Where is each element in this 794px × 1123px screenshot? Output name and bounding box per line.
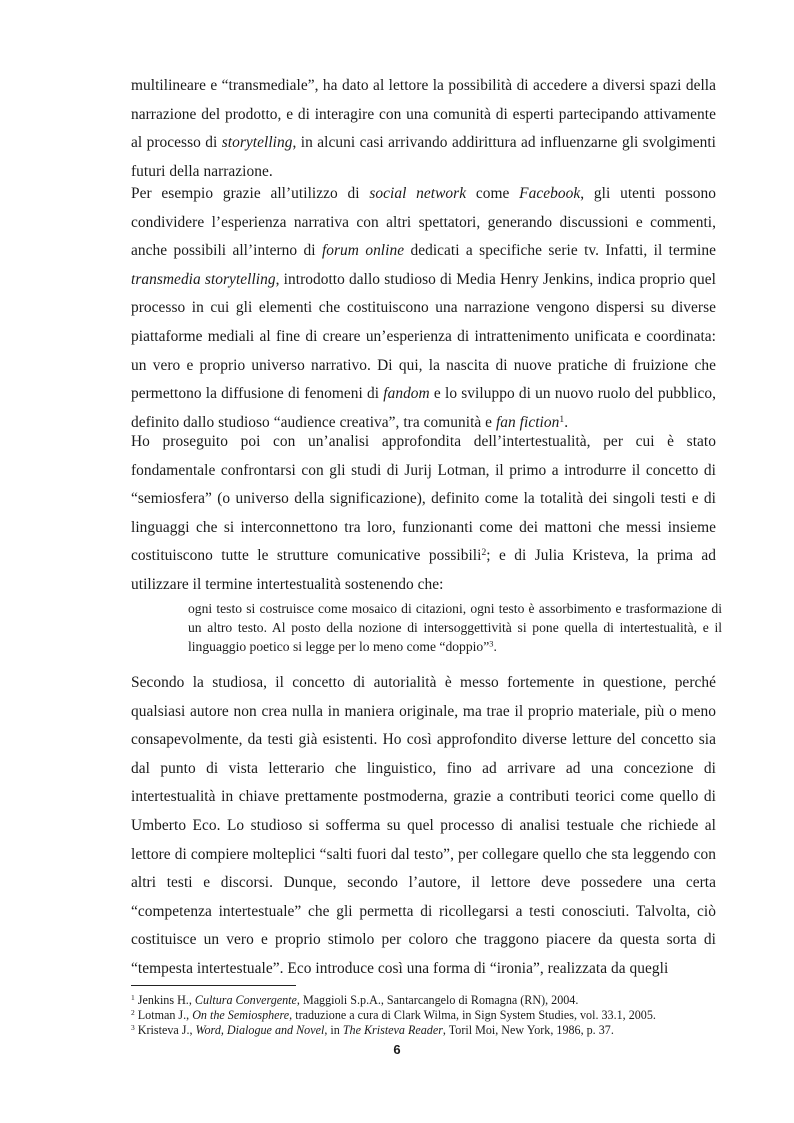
text-run: Lotman J.,: [134, 1008, 193, 1022]
footnote-ref: 1: [131, 992, 135, 1002]
italic-text: The Kristeva Reader: [342, 1023, 443, 1037]
italic-text: fandom: [383, 385, 430, 403]
text-run: Per esempio grazie all’utilizzo di: [131, 185, 370, 202]
footnote-ref: 3: [131, 1022, 135, 1032]
body-paragraph-4: [131, 669, 716, 984]
footnote-3: [131, 1023, 731, 1037]
footnote-2: [131, 1008, 731, 1022]
italic-text: On the Semiosphere: [192, 1008, 290, 1022]
italic-text: social network: [369, 185, 467, 202]
text-run: come: [466, 185, 520, 202]
text-run: Ho proseguito poi con un’analisi approfondita dell’intertestualità, per cui è stato fondamentale confrontarsi con gli studi di Jurij Lotman, il primo a introdurre il concetto di “semiosfera” (o universo della significazione), definito come la totalità dei singoli testi e di linguaggi che si interconnettono tra loro, funzionanti come dei mattoni che messi insieme costituiscono tutte le strutture comunicative possibili: [131, 433, 716, 565]
text-run: .: [564, 413, 569, 431]
italic-text: transmedia storytelling: [131, 270, 276, 288]
text-run: .: [493, 639, 497, 654]
text-run: Secondo la studiosa, il concetto di autorialità è messo fortemente in questione, perché qualsiasi autore non crea nulla in maniera originale, ma trae il proprio materiale, più o meno consapevolmente, da testi già esistenti. Ho così approfondito diverse letture del concetto sia dal punto di vista letterario che linguistico, fino ad arrivare ad una concezione di intertestualità in chiave prettamente postmoderna, grazie a contributi teorici come quello di Umberto Eco. Lo studioso si sofferma su quel processo di analisi testuale che richiede al lettore di compiere molteplici “salti fuori dal testo”, per collegare quello che sta leggendo con altri testi e discorsi. Dunque, secondo l’autore, il lettore deve possedere una certa “competenza intertestuale” che gli permetta di ricollegarsi a testi conosciuti. Talvolta, ciò costituisce un vero e proprio stimolo per coloro che traggono piacere da questa sorta di “tempesta intertestuale”. Eco introduce così una forma di “ironia”, realizzata da quegli: [131, 674, 716, 977]
footnote-1: [131, 993, 731, 1007]
text-run: , in alcuni casi arrivando addirittura ad influenzarne gli svolgimenti futuri della narrazione.: [131, 134, 716, 180]
footnote-ref: 2: [481, 547, 487, 559]
italic-text: Cultura Convergente: [194, 993, 297, 1007]
italic-text: storytelling: [221, 134, 293, 152]
text-run: ; e di Julia Kristeva, la prima ad utilizzare il termine intertestualità sostenendo che:: [131, 547, 716, 593]
footnote-ref: 2: [131, 1007, 135, 1017]
text-run: , gli utenti possono condividere l’esperienza narrativa con altri spettatori, generando discussioni e commenti, anche possibili all’interno di: [131, 185, 716, 260]
body-paragraph-2: [131, 180, 716, 437]
italic-text: fan fiction: [495, 413, 560, 431]
body-paragraph-3: [131, 428, 716, 600]
text-run: , Maggioli S.p.A., Santarcangelo di Romagna (RN), 2004.: [296, 993, 579, 1007]
text-run: , in: [324, 1023, 343, 1037]
footnote-separator: [131, 985, 296, 986]
footnote-ref: 3: [489, 638, 494, 649]
block-quote: [188, 599, 722, 656]
italic-text: Word, Dialogue and Novel: [195, 1023, 325, 1037]
body-paragraph-1: [131, 72, 716, 186]
text-run: , Toril Moi, New York, 1986, p. 37.: [442, 1023, 614, 1037]
text-run: Kristeva J.,: [134, 1023, 196, 1037]
text-run: Jenkins H.,: [134, 993, 195, 1007]
italic-text: forum online: [321, 242, 405, 260]
text-run: ogni testo si costruisce come mosaico di citazioni, ogni testo è assorbimento e trasformazione di un altro testo. Al posto della nozione di intersoggettività si pone quella di intertestualità, e il linguaggio poetico si legge per lo meno come “doppio”: [188, 601, 722, 654]
text-run: e lo sviluppo di un nuovo ruolo del pubblico, definito dallo studioso “audience creativa”, tra comunità e: [131, 385, 716, 431]
italic-text: Facebook: [519, 185, 581, 202]
footnote-ref: 1: [559, 413, 565, 425]
text-run: , introdotto dallo studioso di Media Henry Jenkins, indica proprio quel processo in cui gli elementi che costituiscono una narrazione vengono dispersi su diverse piattaforme mediali al fine di creare un’esperienza di intrattenimento unificata e coordinata: un vero e proprio universo narrativo. Di qui, la nascita di nuove pratiche di fruizione che permettono la diffusione di fenomeni di: [131, 270, 716, 403]
text-run: dedicati a specifiche serie tv. Infatti, il termine: [404, 242, 716, 260]
text-run: , traduzione a cura di Clark Wilma, in Sign System Studies, vol. 33.1, 2005.: [289, 1008, 656, 1022]
text-run: multilineare e “transmediale”, ha dato al lettore la possibilità di accedere a diversi spazi della narrazione del prodotto, e di interagire con una comunità di esperti partecipando attivamente al processo di: [131, 77, 716, 152]
page-number: 6: [393, 1042, 401, 1057]
